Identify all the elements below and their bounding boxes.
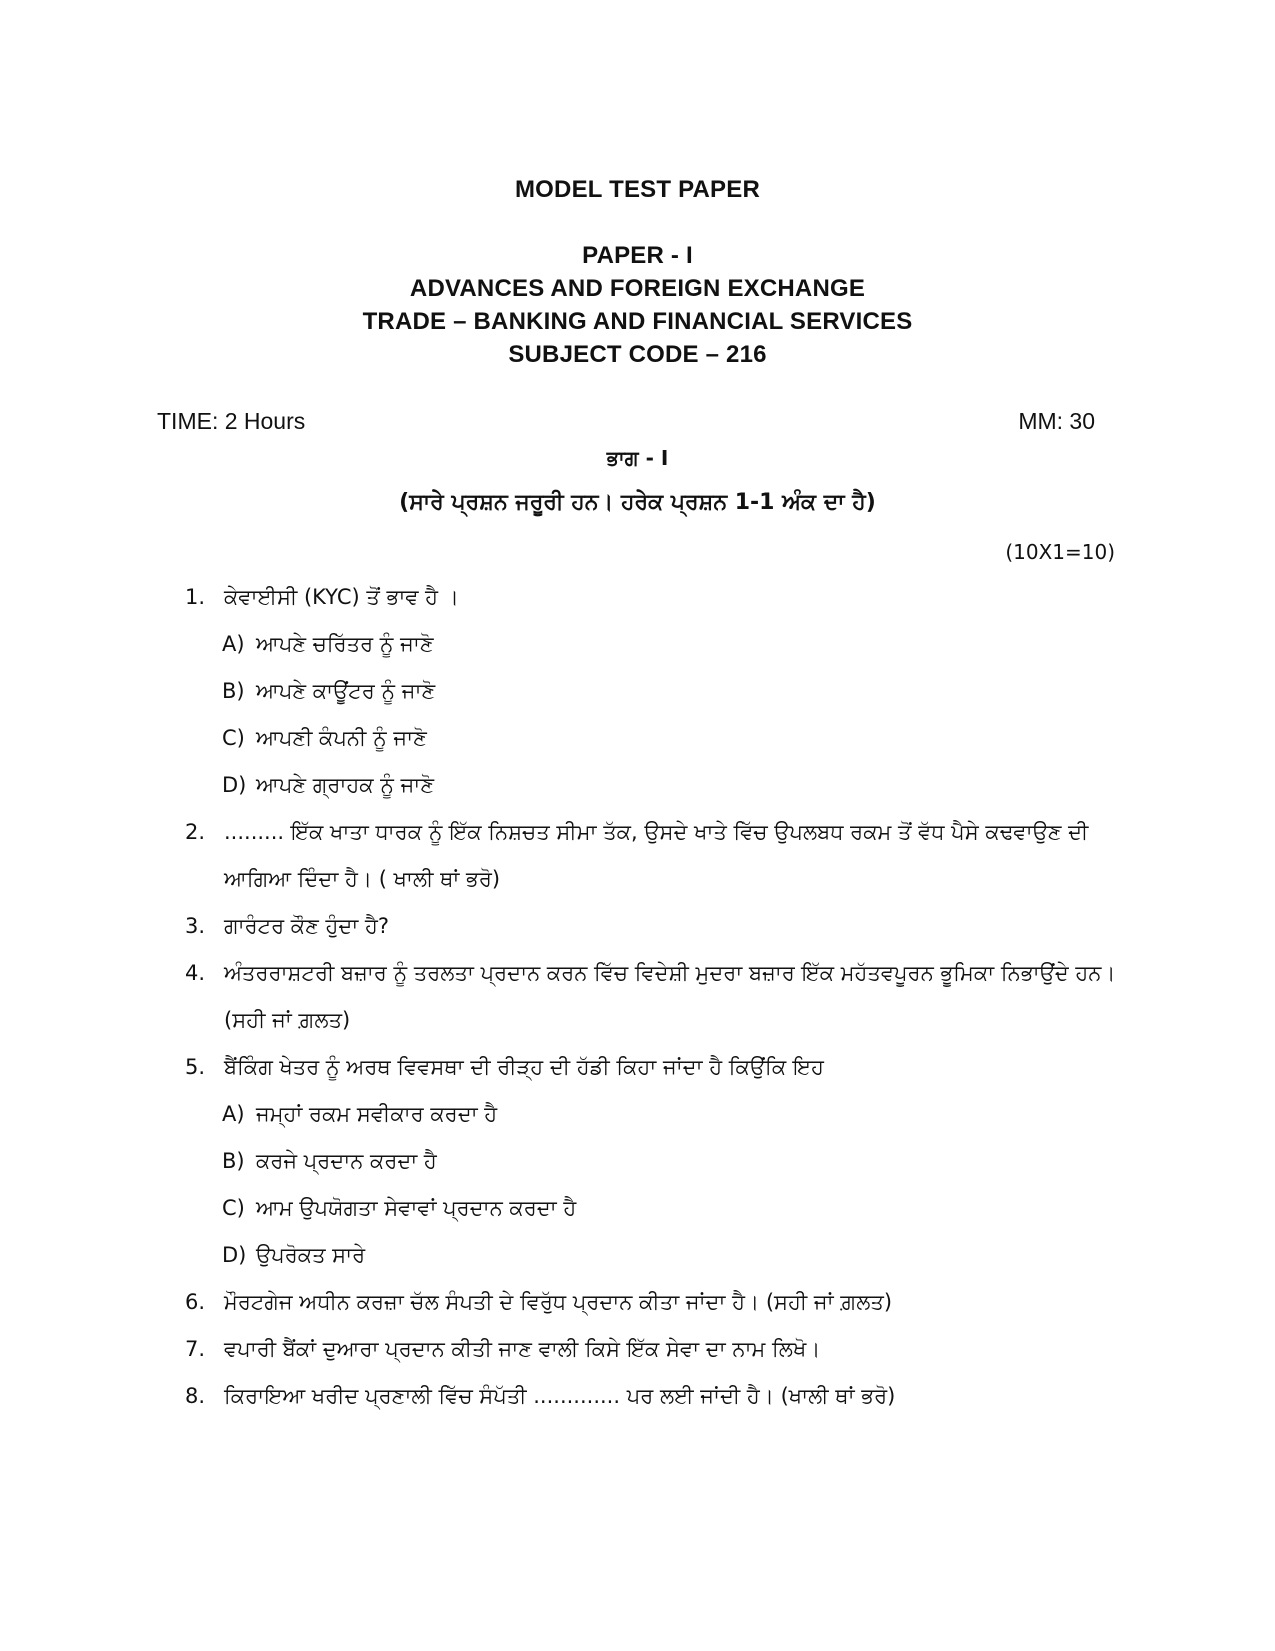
question-text: ਅੰਤਰਰਾਸ਼ਟਰੀ ਬਜ਼ਾਰ ਨੂੰ ਤਰਲਤਾ ਪ੍ਰਦਾਨ ਕਰਨ ਵਿੱਚ ਵਿਦੇਸ਼ੀ ਮੁਦਰਾ ਬਜ਼ਾਰ ਇੱਕ ਮਹੱਤਵਪੂਰਨ ਭੂਮਿਕਾ ਨਿਭਾਉਂਦੇ ਹਨ। (ਸਹੀ ਜਾਂ ਗ਼ਲਤ) xyxy=(224,961,1116,1032)
question-6 xyxy=(185,1279,1120,1326)
max-marks: MM: 30 xyxy=(1018,408,1095,434)
question-1-option-b xyxy=(222,668,435,715)
question-text: ਬੈਂਕਿੰਗ ਖੇਤਰ ਨੂੰ ਅਰਥ ਵਿਵਸਥਾ ਦੀ ਰੀੜ੍ਹ ਦੀ ਹੱਡੀ ਕਿਹਾ ਜਾਂਦਾ ਹੈ ਕਿਉਂਕਿ ਇਹ xyxy=(224,1055,824,1079)
question-5-option-c xyxy=(222,1185,576,1232)
question-number: 2. xyxy=(185,820,206,844)
question-number: 6. xyxy=(185,1290,206,1314)
option-text: ਆਪਣੇ ਕਾਊਂਟਰ ਨੂੰ ਜਾਣੋ xyxy=(256,679,436,703)
option-label: D) xyxy=(222,1243,247,1267)
question-1-option-c xyxy=(222,715,427,762)
question-number: 5. xyxy=(185,1055,206,1079)
option-label: A) xyxy=(222,632,245,656)
section-title: ਭਾਗ - I xyxy=(606,446,669,470)
question-text: ......... ਇੱਕ ਖਾਤਾ ਧਾਰਕ ਨੂੰ ਇੱਕ ਨਿਸ਼ਚਤ ਸੀਮਾ ਤੱਕ, ਉਸਦੇ ਖਾਤੇ ਵਿੱਚ ਉਪਲਬਧ ਰਕਮ ਤੋਂ ਵੱਧ ਪੈਸੇ ਕਢਵਾਉਣ ਦੀ ਆਗਿਆ ਦਿੰਦਾ ਹੈ। ( ਖਾਲੀ ਥਾਂ ਭਰੋ) xyxy=(224,820,1089,891)
question-1-option-d xyxy=(222,762,434,809)
question-text: ਵਪਾਰੀ ਬੈਂਕਾਂ ਦੁਆਰਾ ਪ੍ਰਦਾਨ ਕੀਤੀ ਜਾਣ ਵਾਲੀ ਕਿਸੇ ਇੱਕ ਸੇਵਾ ਦਾ ਨਾਮ ਲਿਖੋ। xyxy=(224,1337,821,1361)
question-text: ਗਾਰੰਟਰ ਕੌਣ ਹੁੰਦਾ ਹੈ? xyxy=(224,914,389,938)
option-text: ਆਮ ਉਪਯੋਗਤਾ ਸੇਵਾਵਾਂ ਪ੍ਰਦਾਨ ਕਰਦਾ ਹੈ xyxy=(256,1196,577,1220)
question-7 xyxy=(185,1326,1120,1373)
question-5-option-b xyxy=(222,1138,437,1185)
option-text: ਆਪਣੇ ਗ੍ਰਾਹਕ ਨੂੰ ਜਾਣੋ xyxy=(256,773,434,797)
option-text: ਆਪਣੇ ਚਰਿੱਤਰ ਨੂੰ ਜਾਣੋ xyxy=(256,632,434,656)
subject-name: ADVANCES AND FOREIGN EXCHANGE xyxy=(409,275,866,302)
question-5-option-a xyxy=(222,1091,497,1138)
section-marks: (10X1=10) xyxy=(1005,540,1115,564)
paper-number: PAPER - I xyxy=(582,242,693,269)
option-label: B) xyxy=(222,1149,245,1173)
question-2 xyxy=(185,809,1120,903)
question-number: 4. xyxy=(185,961,206,985)
option-label: D) xyxy=(222,773,247,797)
question-8 xyxy=(185,1373,1120,1420)
time-allowed: TIME: 2 Hours xyxy=(157,408,306,434)
question-1-option-a xyxy=(222,621,434,668)
option-label: C) xyxy=(222,1196,245,1220)
question-number: 3. xyxy=(185,914,206,938)
question-3 xyxy=(185,903,1120,950)
option-text: ਜਮ੍ਹਾਂ ਰਕਮ ਸਵੀਕਾਰ ਕਰਦਾ ਹੈ xyxy=(256,1102,498,1126)
question-text: ਕਿਰਾਇਆ ਖਰੀਦ ਪ੍ਰਣਾਲੀ ਵਿੱਚ ਸੰਪੱਤੀ ............. ਪਰ ਲਈ ਜਾਂਦੀ ਹੈ। (ਖਾਲੀ ਥਾਂ ਭਰੋ) xyxy=(224,1384,896,1408)
option-label: B) xyxy=(222,679,245,703)
question-number: 8. xyxy=(185,1384,206,1408)
option-text: ਕਰਜੇ ਪ੍ਰਦਾਨ ਕਰਦਾ ਹੈ xyxy=(256,1149,437,1173)
question-4 xyxy=(185,950,1120,1044)
question-number: 1. xyxy=(185,585,206,609)
question-5 xyxy=(185,1044,1120,1091)
question-number: 7. xyxy=(185,1337,206,1361)
subject-code: SUBJECT CODE – 216 xyxy=(508,341,767,368)
option-text: ਉਪਰੋਕਤ ਸਾਰੇ xyxy=(256,1243,366,1267)
page-title: MODEL TEST PAPER xyxy=(514,176,760,203)
option-label: A) xyxy=(222,1102,245,1126)
question-1 xyxy=(185,574,1120,621)
question-text: ਮੌਰਟਗੇਜ ਅਧੀਨ ਕਰਜ਼ਾ ਚੱਲ ਸੰਪਤੀ ਦੇ ਵਿਰੁੱਧ ਪ੍ਰਦਾਨ ਕੀਤਾ ਜਾਂਦਾ ਹੈ। (ਸਹੀ ਜਾਂ ਗ਼ਲਤ) xyxy=(224,1290,893,1314)
option-label: C) xyxy=(222,726,245,750)
section-instructions: (ਸਾਰੇ ਪ੍ਰਸ਼ਨ ਜਰੂਰੀ ਹਨ। ਹਰੇਕ ਪ੍ਰਸ਼ਨ 1-1 ਅੰਕ ਦਾ ਹੈ) xyxy=(399,490,876,515)
option-text: ਆਪਣੀ ਕੰਪਨੀ ਨੂੰ ਜਾਣੋ xyxy=(256,726,427,750)
question-5-option-d xyxy=(222,1232,365,1279)
trade-name: TRADE – BANKING AND FINANCIAL SERVICES xyxy=(362,308,913,335)
question-text: ਕੇਵਾਈਸੀ (KYC) ਤੋਂ ਭਾਵ ਹੈ । xyxy=(224,585,459,609)
